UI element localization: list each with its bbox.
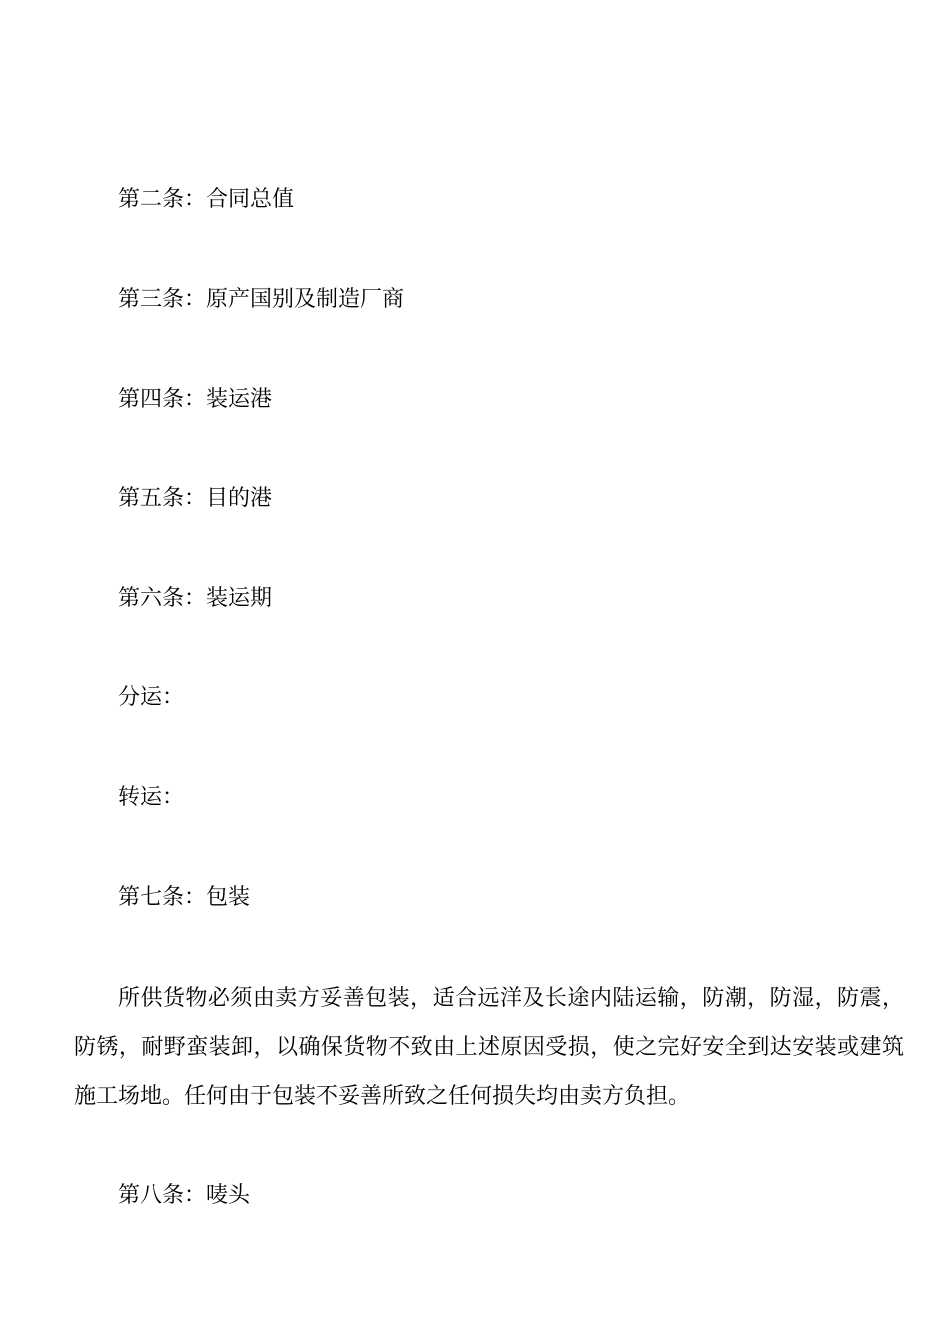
transshipment-label: 转运： [118, 785, 185, 810]
article-7-packing: 第七条：包装 [118, 885, 251, 910]
article-5-destination-port: 第五条：目的港 [118, 486, 273, 511]
partial-shipment-label: 分运： [118, 685, 185, 710]
packaging-paragraph: 所供货物必须由卖方妥善包装，适合远洋及长途内陆运输，防潮，防湿，防震，防锈，耐野蛮装卸，以确保货物不致由上述原因受损，使之完好安全到达安装或建筑施工场地。任何由于包装不妥善所致之任何损失均由卖方负担。 [74, 986, 904, 1109]
article-6-shipment-period: 第六条：装运期 [118, 586, 273, 611]
article-2-total-value: 第二条：合同总值 [118, 187, 295, 212]
article-8-shipping-marks: 第八条：唛头 [118, 1183, 251, 1208]
article-3-origin-manufacturer: 第三条：原产国别及制造厂商 [118, 287, 405, 312]
article-4-loading-port: 第四条：装运港 [118, 387, 273, 412]
